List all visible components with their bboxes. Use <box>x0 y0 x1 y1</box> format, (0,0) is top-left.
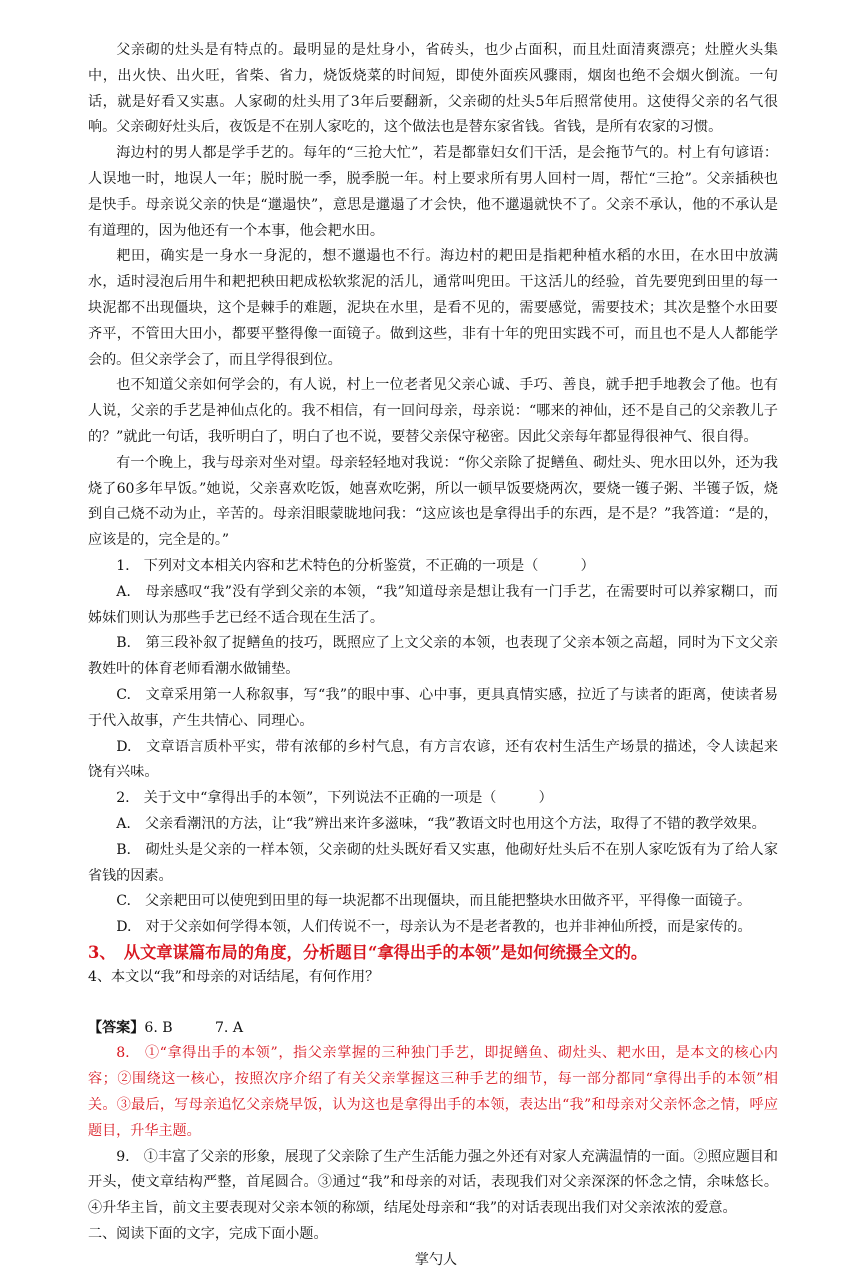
question-3: 3、 从文章谋篇布局的角度，分析题目“拿得出手的本领”是如何统摄全文的。 <box>88 942 648 962</box>
paragraph-breakfast: 有一个晚上，我与母亲对坐对望。母亲轻轻地对我说：“你父亲除了捉鳝鱼、砌灶头、兜水田以外，还为我烧了60多年早饭。”她说，父亲喜欢吃饭，她喜欢吃粥，所以一顿早饭要烧两次，要烧一镬子粥、半镬子饭，烧到自己烧不动为止，辛苦的。母亲泪眼蒙眬地问我：“这应该也是拿得出手的东西，是不是？”我答道：“是的，应该是的，完全是的。” <box>88 454 778 549</box>
question-2 <box>88 786 778 941</box>
spacer <box>88 991 778 1016</box>
answer-key-values: 6. B 7. A <box>144 1019 244 1036</box>
paragraph-stove: 父亲砌的灶头是有特点的。最明显的是灶身小，省砖头，也少占面积，而且灶面清爽漂亮；灶膛火头集中，出火快、出火旺，省柴、省力，烧饭烧菜的时间短，即使外面疾风骤雨，烟囱也绝不会烟火倒流。一句话，就是好看又实惠。人家砌的灶头用了3年后要翻新，父亲砌的灶头5年后照常使用。这使得父亲的名气很响。父亲砌好灶头后，夜饭是不在别人家吃的，这个做法也是替东家省钱。省钱，是所有农家的习惯。 <box>88 42 778 136</box>
question-1-option-d: D. 文章语言质朴平实，带有浓郁的乡村气息，有方言农谚，还有农村生活生产场景的描述，令人读起来饶有兴味。 <box>88 738 778 781</box>
section-2-heading: 二、阅读下面的文字，完成下面小题。 <box>88 1226 328 1243</box>
question-1 <box>88 554 778 786</box>
answer-8: 8. ①“拿得出手的本领”，指父亲掌握的三种独门手艺，即捉鳝鱼、砌灶头、耙水田，是本文的核心内容；②围绕这一核心，按照次序介绍了有关父亲掌握这三种手艺的细节，每一部分都同“拿得出手的本领”相关。③最后，写母亲追忆父亲烧早饭，认为这也是拿得出手的本领，表达出“我”和母亲对父亲怀念之情，呼应题目，升华主题。 <box>88 1045 778 1139</box>
paragraph-harrowing: 耙田，确实是一身水一身泥的，想不邋遢也不行。海边村的耙田是指耙种植水稻的水田，在水田中放满水，适时浸泡后用牛和耙把秧田耙成松软浆泥的活儿，通常叫兜田。干这活儿的经验，首先要兜到田里的每一块泥都不出现僵块，这个是棘手的难题，泥块在水里，是看不见的，需要感觉，需要技术；其次是整个水田要齐平，不管田大田小，都要平整得像一面镜子。做到这些，非有十年的兜田实践不可，而且也不是人人都能学会的。但父亲学会了，而且学得很到位。 <box>88 248 778 368</box>
question-1-stem: 1. 下列对文本相关内容和艺术特色的分析鉴赏，不正确的一项是（ ） <box>116 557 595 574</box>
question-1-option-b: B. 第三段补叙了捉鳝鱼的技巧，既照应了上文父亲的本领，也表现了父亲本领之高超，同时为下文父亲教姓叶的体育老师看潮水做铺垫。 <box>88 635 778 678</box>
answer-9: 9. ①丰富了父亲的形象，展现了父亲除了生产生活能力强之外还有对家人充满温情的一面。②照应题目和开头，使文章结构严整，首尾圆合。③通过“我”和母亲的对话，表现我们对父亲深深的怀念之情，余味悠长。④升华主旨，前文主要表现对父亲本领的称颂，结尾处母亲和“我”的对话表现出我们对父亲浓浓的爱意。 <box>88 1148 778 1217</box>
question-2-option-c: C. 父亲耙田可以使兜到田里的每一块泥都不出现僵块，而且能把整块水田做齐平，平得像一面镜子。 <box>116 893 752 910</box>
question-4: 4、本文以“我”和母亲的对话结尾，有何作用？ <box>88 968 380 985</box>
paragraph-learning: 也不知道父亲如何学会的，有人说，村上一位老者见父亲心诚、手巧、善良，就手把手地教会了他。也有人说，父亲的手艺是神仙点化的。我不相信，有一回问母亲，母亲说：“哪来的神仙，还不是自己的父亲教儿子的？”就此一句话，我听明白了，明白了也不说，要替父亲保守秘密。因此父亲每年都显得很神气、很自得。 <box>88 377 778 445</box>
question-1-option-a: A. 母亲感叹“我”没有学到父亲的本领，“我”知道母亲是想让我有一门手艺，在需要时可以养家糊口，而姊妹们则认为那些手艺已经不适合现在生活了。 <box>88 583 778 626</box>
question-2-option-a: A. 父亲看潮汛的方法，让“我”辨出来许多滋味，“我”教语文时也用这个方法，取得了不错的教学效果。 <box>116 815 766 832</box>
question-2-stem: 2. 关于文中“拿得出手的本领”，下列说法不正确的一项是（ ） <box>116 790 553 807</box>
answer-key-label: 【答案】 <box>88 1019 145 1036</box>
answer-key-line <box>88 1016 778 1042</box>
question-2-option-b: B. 砌灶头是父亲的一样本领，父亲砌的灶头既好看又实惠，他砌好灶头后不在别人家吃饭有为了给人家省钱的因素。 <box>88 841 778 884</box>
next-article-title: 掌勺人 <box>414 1251 458 1268</box>
paragraph-planting: 海边村的男人都是学手艺的。每年的“三抢大忙”，若是都靠妇女们干活，是会拖节气的。村上有句谚语：人误地一时，地误人一年；脱时脱一季，脱季脱一年。村上要求所有男人回村一周，帮忙“三抢”。父亲插秧也是快手。母亲说父亲的快是“邋遢快”，意思是邋遢了才会快，他不邋遢就快不了。父亲不承认，他的不承认是有道理的，因为他还有一个本事，他会耙水田。 <box>88 145 778 239</box>
question-2-option-d: D. 对于父亲如何学得本领，人们传说不一，母亲认为不是老者教的，也并非神仙所授，而是家传的。 <box>116 919 752 936</box>
question-1-option-c: C. 文章采用第一人称叙事，写“我”的眼中事、心中事，更具真情实感，拉近了与读者的距离，使读者易于代入故事，产生共情心、同理心。 <box>88 686 778 729</box>
